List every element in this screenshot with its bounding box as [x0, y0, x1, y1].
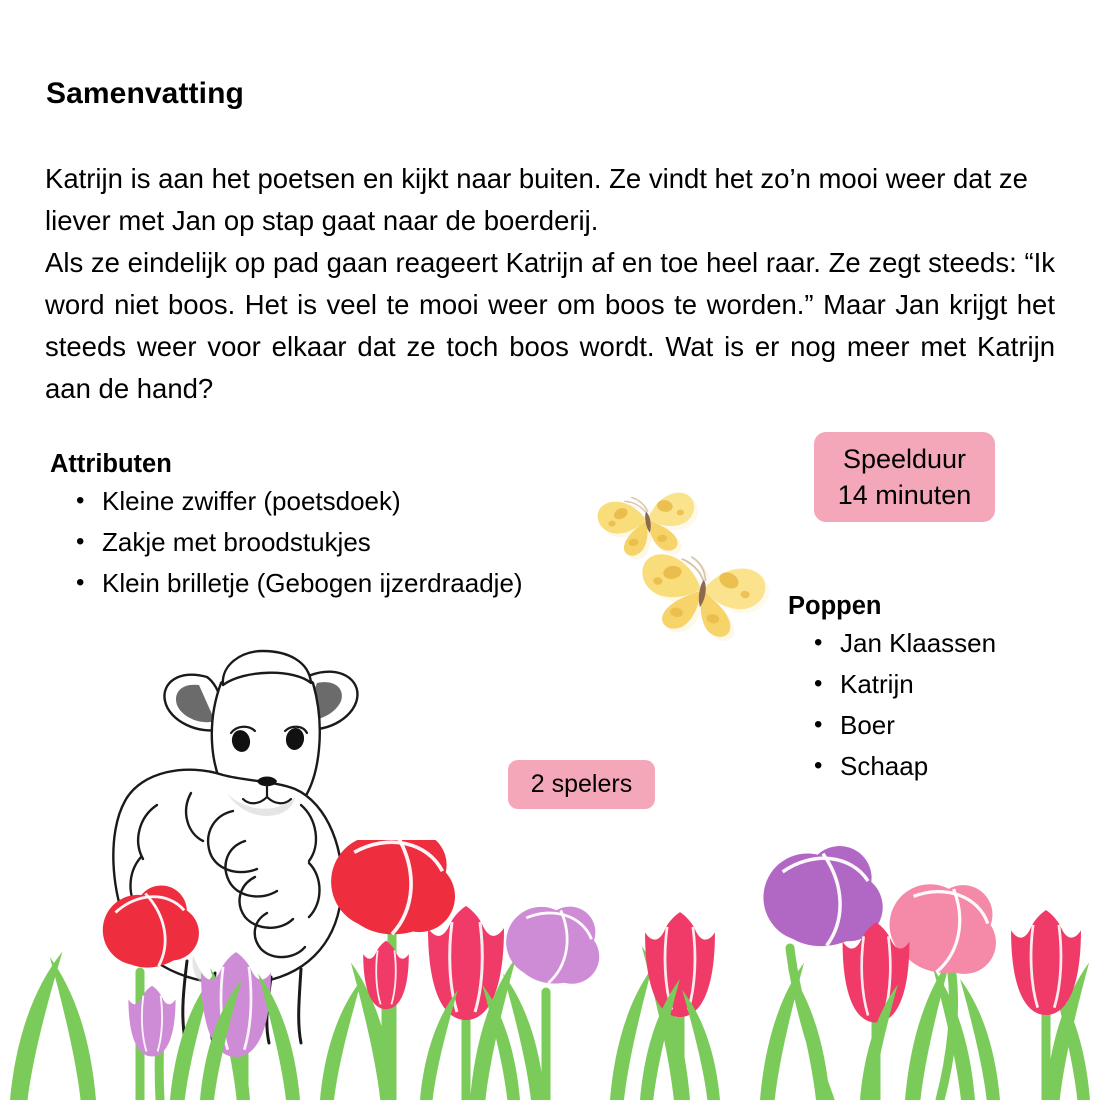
speelduur-badge [814, 432, 995, 522]
list-item: • Katrijn [840, 664, 1088, 705]
speelduur-label: Speelduur [842, 444, 967, 474]
spelers-label: 2 spelers [530, 770, 633, 798]
poppen-list [788, 623, 1088, 787]
list-item: • Klein brilletje (Gebogen ijzerdraadje) [102, 563, 660, 604]
summary-paragraph-1: Katrijn is aan het poetsen en kijkt naar buiten. Ze vindt het zo’n mooi weer dat ze liever met Jan op stap gaat naar de boerderij. [45, 163, 1028, 236]
sheep-illustration [95, 625, 455, 1045]
list-item: • Jan Klaassen [840, 623, 1088, 664]
samenvatting-heading: Samenvatting [46, 77, 244, 110]
speelduur-value: 14 minuten [837, 480, 972, 510]
poppen-title: Poppen [788, 592, 882, 620]
summary-paragraph-2: Als ze eindelijk op pad gaan reageert Katrijn af en toe heel raar. Ze zegt steeds: “Ik word niet boos. Het is veel te mooi weer om boos te worden.” Maar Jan krijgt het steeds weer voor elkaar dat ze toch boos wordt. Wat is er nog meer met Katrijn aan de hand? [45, 247, 1055, 404]
poppen-block [788, 592, 1088, 787]
attributen-list [50, 481, 660, 604]
list-item: • Schaap [840, 746, 1088, 787]
attributen-title: Attributen [50, 450, 172, 478]
attributen-block [50, 450, 660, 604]
summary-text-block [45, 158, 1055, 410]
list-item: • Boer [840, 705, 1088, 746]
tulip-border-illustration [0, 840, 1100, 1100]
list-item: • Zakje met broodstukjes [102, 522, 660, 563]
spelers-badge [508, 760, 655, 809]
list-item: • Kleine zwiffer (poetsdoek) [102, 481, 660, 522]
